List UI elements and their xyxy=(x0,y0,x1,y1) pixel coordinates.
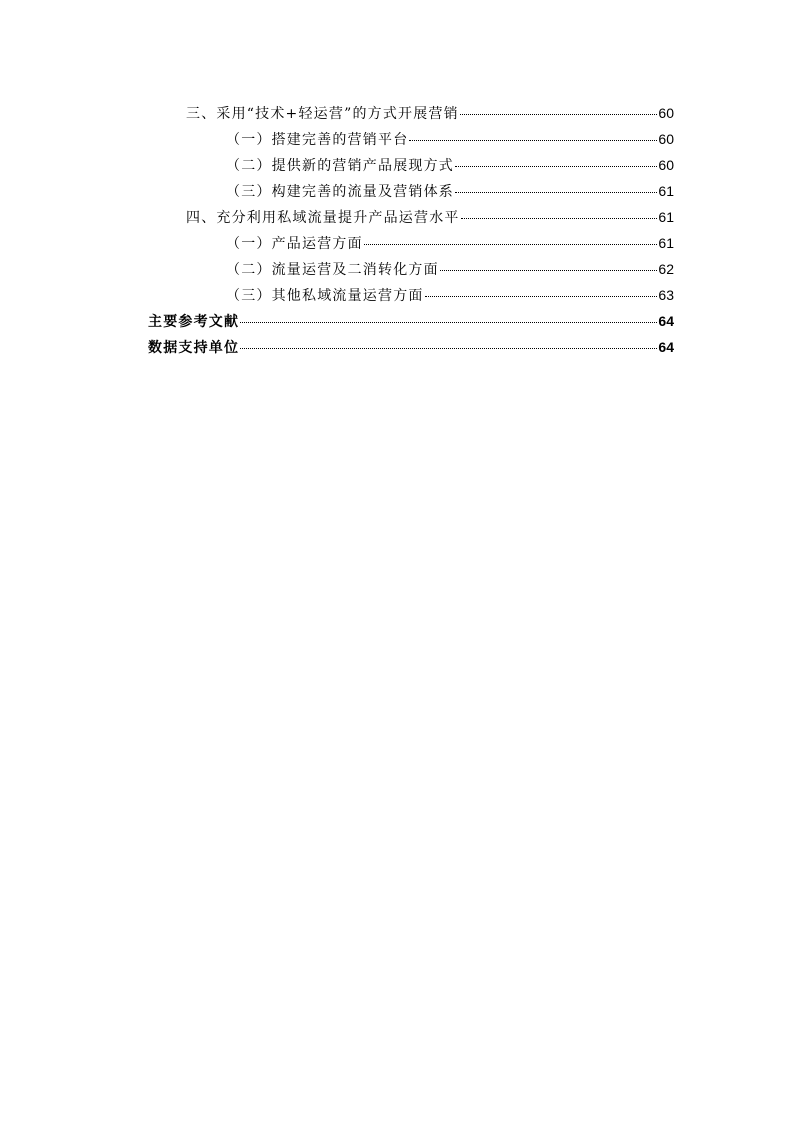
toc-entry-title: 四、充分利用私域流量提升产品运营水平 xyxy=(186,210,460,226)
toc-entry-title: （一）产品运营方面 xyxy=(226,236,363,252)
toc-entry-4-3[interactable] xyxy=(148,282,674,308)
toc-dot-leader xyxy=(240,321,657,323)
toc-dot-leader xyxy=(461,217,658,219)
toc-dot-leader xyxy=(460,113,658,115)
toc-entry-section-3[interactable] xyxy=(148,100,674,126)
toc-entry-3-2[interactable] xyxy=(148,152,674,178)
toc-dot-leader xyxy=(455,191,657,193)
toc-entry-title: （二）提供新的营销产品展现方式 xyxy=(226,158,454,174)
toc-entry-4-2[interactable] xyxy=(148,256,674,282)
toc-entry-page: 61 xyxy=(658,235,674,251)
toc-entry-page: 60 xyxy=(658,105,674,121)
toc-dot-leader xyxy=(240,347,657,349)
toc-entry-page: 60 xyxy=(658,131,674,147)
toc-entry-title: 数据支持单位 xyxy=(148,340,240,356)
table-of-contents xyxy=(148,100,674,360)
toc-entry-3-1[interactable] xyxy=(148,126,674,152)
toc-entry-references[interactable] xyxy=(148,308,674,334)
toc-dot-leader xyxy=(409,139,657,141)
toc-entry-title: （二）流量运营及二消转化方面 xyxy=(226,262,439,278)
toc-entry-title: （三）其他私域流量运营方面 xyxy=(226,288,424,304)
toc-dot-leader xyxy=(425,295,658,297)
toc-entry-page: 61 xyxy=(658,183,674,199)
toc-dot-leader xyxy=(364,243,658,245)
toc-entry-title: 主要参考文献 xyxy=(148,314,240,330)
toc-dot-leader xyxy=(440,269,658,271)
toc-entry-page: 64 xyxy=(658,313,674,329)
toc-entry-page: 62 xyxy=(658,261,674,277)
toc-entry-page: 61 xyxy=(658,209,674,225)
toc-entry-title: （一）搭建完善的营销平台 xyxy=(226,132,409,148)
toc-entry-title: （三）构建完善的流量及营销体系 xyxy=(226,184,454,200)
toc-entry-4-1[interactable] xyxy=(148,230,674,256)
toc-entry-page: 60 xyxy=(658,157,674,173)
toc-entry-title: 三、采用“技术+轻运营”的方式开展营销 xyxy=(186,106,459,122)
toc-entry-page: 64 xyxy=(658,339,674,355)
toc-entry-data-support[interactable] xyxy=(148,334,674,360)
toc-entry-section-4[interactable] xyxy=(148,204,674,230)
toc-entry-page: 63 xyxy=(658,287,674,303)
toc-dot-leader xyxy=(455,165,657,167)
toc-entry-3-3[interactable] xyxy=(148,178,674,204)
